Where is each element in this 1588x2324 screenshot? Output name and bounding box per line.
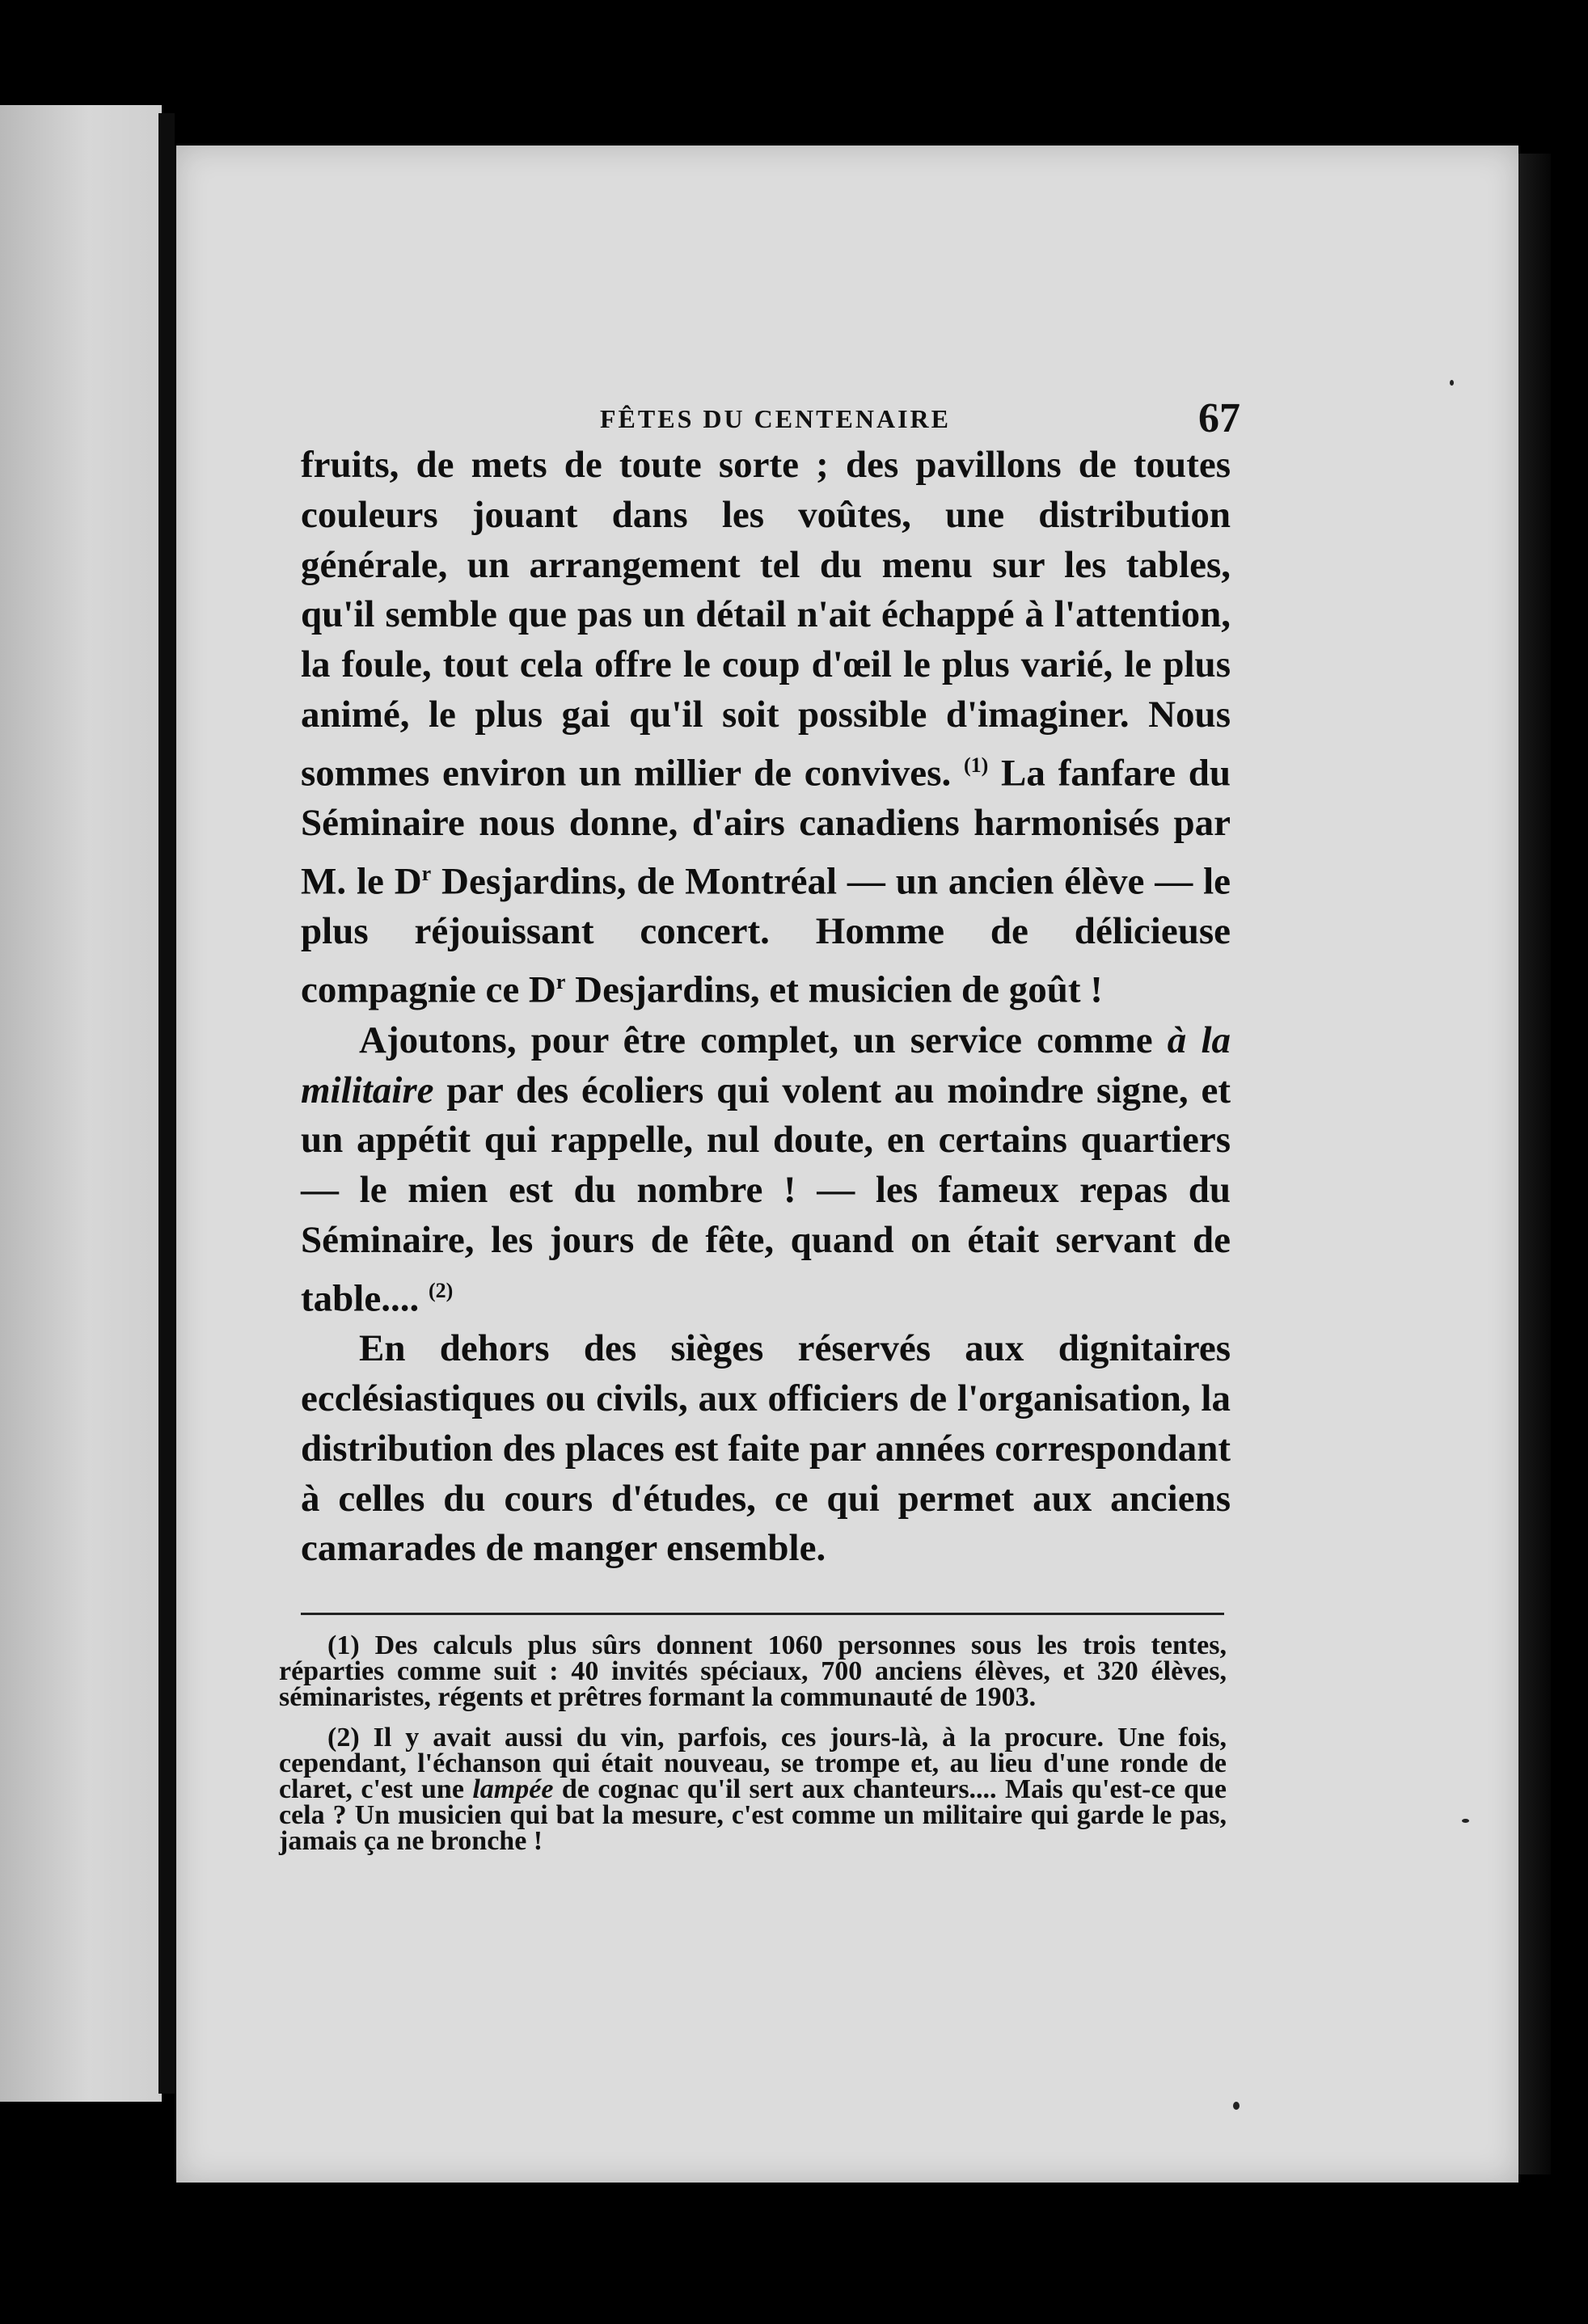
footnote-2	[279, 1725, 1227, 1854]
running-header: FÊTES DU CENTENAIRE	[600, 404, 951, 433]
scan-speck	[1233, 2102, 1240, 2110]
superscript: r	[421, 862, 432, 886]
superscript: r	[555, 970, 566, 994]
footnote-ref-2: (2)	[428, 1278, 454, 1302]
text-run: par des écoliers qui volent au moindre signe, et un appétit qui rappelle, nul doute, en certains quartiers — le mien est du nombre ! — les fameux repas du Séminaire, les jours de fête, quand on était servant de table....	[301, 1069, 1231, 1320]
text-run: La fanfare du Séminaire nous donne, d'airs canadiens harmonisés par M. le D	[301, 752, 1231, 903]
footnote-divider	[301, 1613, 1224, 1615]
italic-text: lampée	[472, 1774, 554, 1804]
page-shadow	[1518, 154, 1551, 2174]
text-run: Ajoutons, pour être complet, un service comme	[359, 1019, 1168, 1061]
italic-text: à la militaire	[301, 1019, 1231, 1111]
footnotes	[279, 1630, 1227, 1869]
paragraph-3: En dehors des sièges réservés aux dignitaires ecclésiastiques ou civils, aux officiers de l'organisation, la distribution des places est faite par années correspondant à celles du cours d'études, ce qui permet aux anciens camarades de manger ensemble.	[301, 1327, 1231, 1570]
text-run: Desjardins, de Montréal — un ancien élève — le plus réjouissant concert. Homme de délicieuse compagnie ce D	[301, 860, 1231, 1011]
footnote-ref-1: (1)	[963, 753, 989, 777]
text-run: (2) Il y avait aussi du vin, parfois, ces jours-là, à la procure. Une fois, cependant, l'échanson qui était nouveau, se trompe et, au lieu d'une ronde de claret, c'est une	[279, 1723, 1227, 1804]
paragraph-1	[301, 441, 1231, 1016]
text-run: de cognac qu'il sert aux chanteurs.... Mais qu'est-ce que cela ? Un musicien qui bat la mesure, c'est comme un militaire qui garde le pas, jamais ça ne bronche !	[279, 1774, 1227, 1856]
text-run: Desjardins, et musicien de goût !	[565, 968, 1103, 1011]
footnote-1: (1) Des calculs plus sûrs donnent 1060 personnes sous les trois tentes, réparties comme suit : 40 invités spéciaux, 700 anciens élèves, et 320 élèves, séminaristes, régents et prêtres formant la communauté de 1903.	[279, 1630, 1227, 1712]
book-gutter	[158, 113, 175, 2094]
text-run: fruits, de mets de toute sorte ; des pavillons de toutes couleurs jouant dans les voûtes, une distribution générale, un arrangement tel du menu sur les tables, qu'il semble que pas un détail n'ait échappé à l'attention, la foule, tout cela offre le coup d'œil le plus varié, le plus animé, le plus gai qu'il soit possible d'imaginer. Nous sommes environ un millier de convives.	[301, 444, 1231, 795]
main-text	[301, 441, 1231, 1574]
facing-page-edge	[0, 105, 162, 2102]
scan-speck	[1450, 380, 1454, 386]
scan-speck	[1462, 1819, 1469, 1823]
page-number: 67	[1198, 395, 1240, 441]
paragraph-2	[301, 1016, 1231, 1324]
